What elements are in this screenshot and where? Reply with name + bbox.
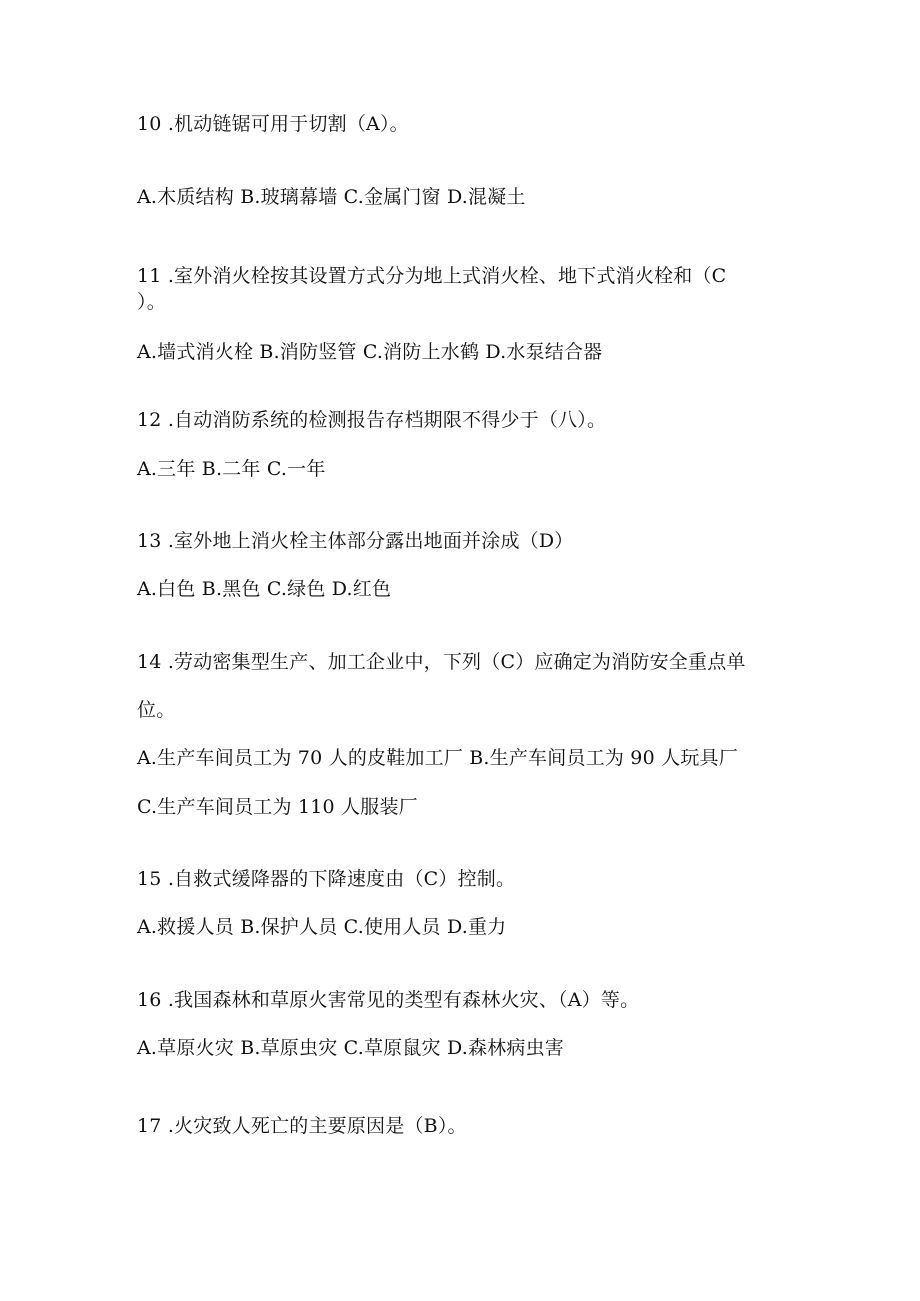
question-14-options-c: C.生产车间员工为 110 人服装厂 <box>137 796 418 818</box>
question-11-continuation: ）。 <box>137 291 166 313</box>
question-11-options: A.墙式消火栓 B.消防竖管 C.消防上水鹤 D.水泵结合器 <box>137 341 603 363</box>
question-13-options: A.白色 B.黑色 C.绿色 D.红色 <box>137 578 392 600</box>
question-12-options: A.三年 B.二年 C.一年 <box>137 458 326 480</box>
question-12: 12 .自动消防系统的检测报告存档期限不得少于（八）。 <box>137 409 607 431</box>
question-15: 15 .自救式缓降器的下降速度由（C）控制。 <box>137 868 516 890</box>
question-10: 10 .机动链锯可用于切割（A）。 <box>137 113 409 135</box>
question-17: 17 .火灾致人死亡的主要原因是（B）。 <box>137 1115 467 1137</box>
question-11: 11 .室外消火栓按其设置方式分为地上式消火栓、地下式消火栓和（C <box>137 265 727 287</box>
question-15-options: A.救援人员 B.保护人员 C.使用人员 D.重力 <box>137 916 507 938</box>
question-10-options: A.木质结构 B.玻璃幕墙 C.金属门窗 D.混凝土 <box>137 186 526 208</box>
question-13: 13 .室外地上消火栓主体部分露出地面并涂成（D） <box>137 530 574 552</box>
question-14: 14 .劳动密集型生产、加工企业中，下列（C）应确定为消防安全重点单 <box>137 651 746 673</box>
question-16: 16 .我国森林和草原火害常见的类型有森林火灾、（A）等。 <box>137 989 640 1011</box>
question-14-options-ab: A.生产车间员工为 70 人的皮鞋加工厂 B.生产车间员工为 90 人玩具厂 <box>137 747 738 769</box>
question-16-options: A.草原火灾 B.草原虫灾 C.草原鼠灾 D.森林病虫害 <box>137 1037 564 1059</box>
question-14-continuation: 位。 <box>137 699 176 721</box>
